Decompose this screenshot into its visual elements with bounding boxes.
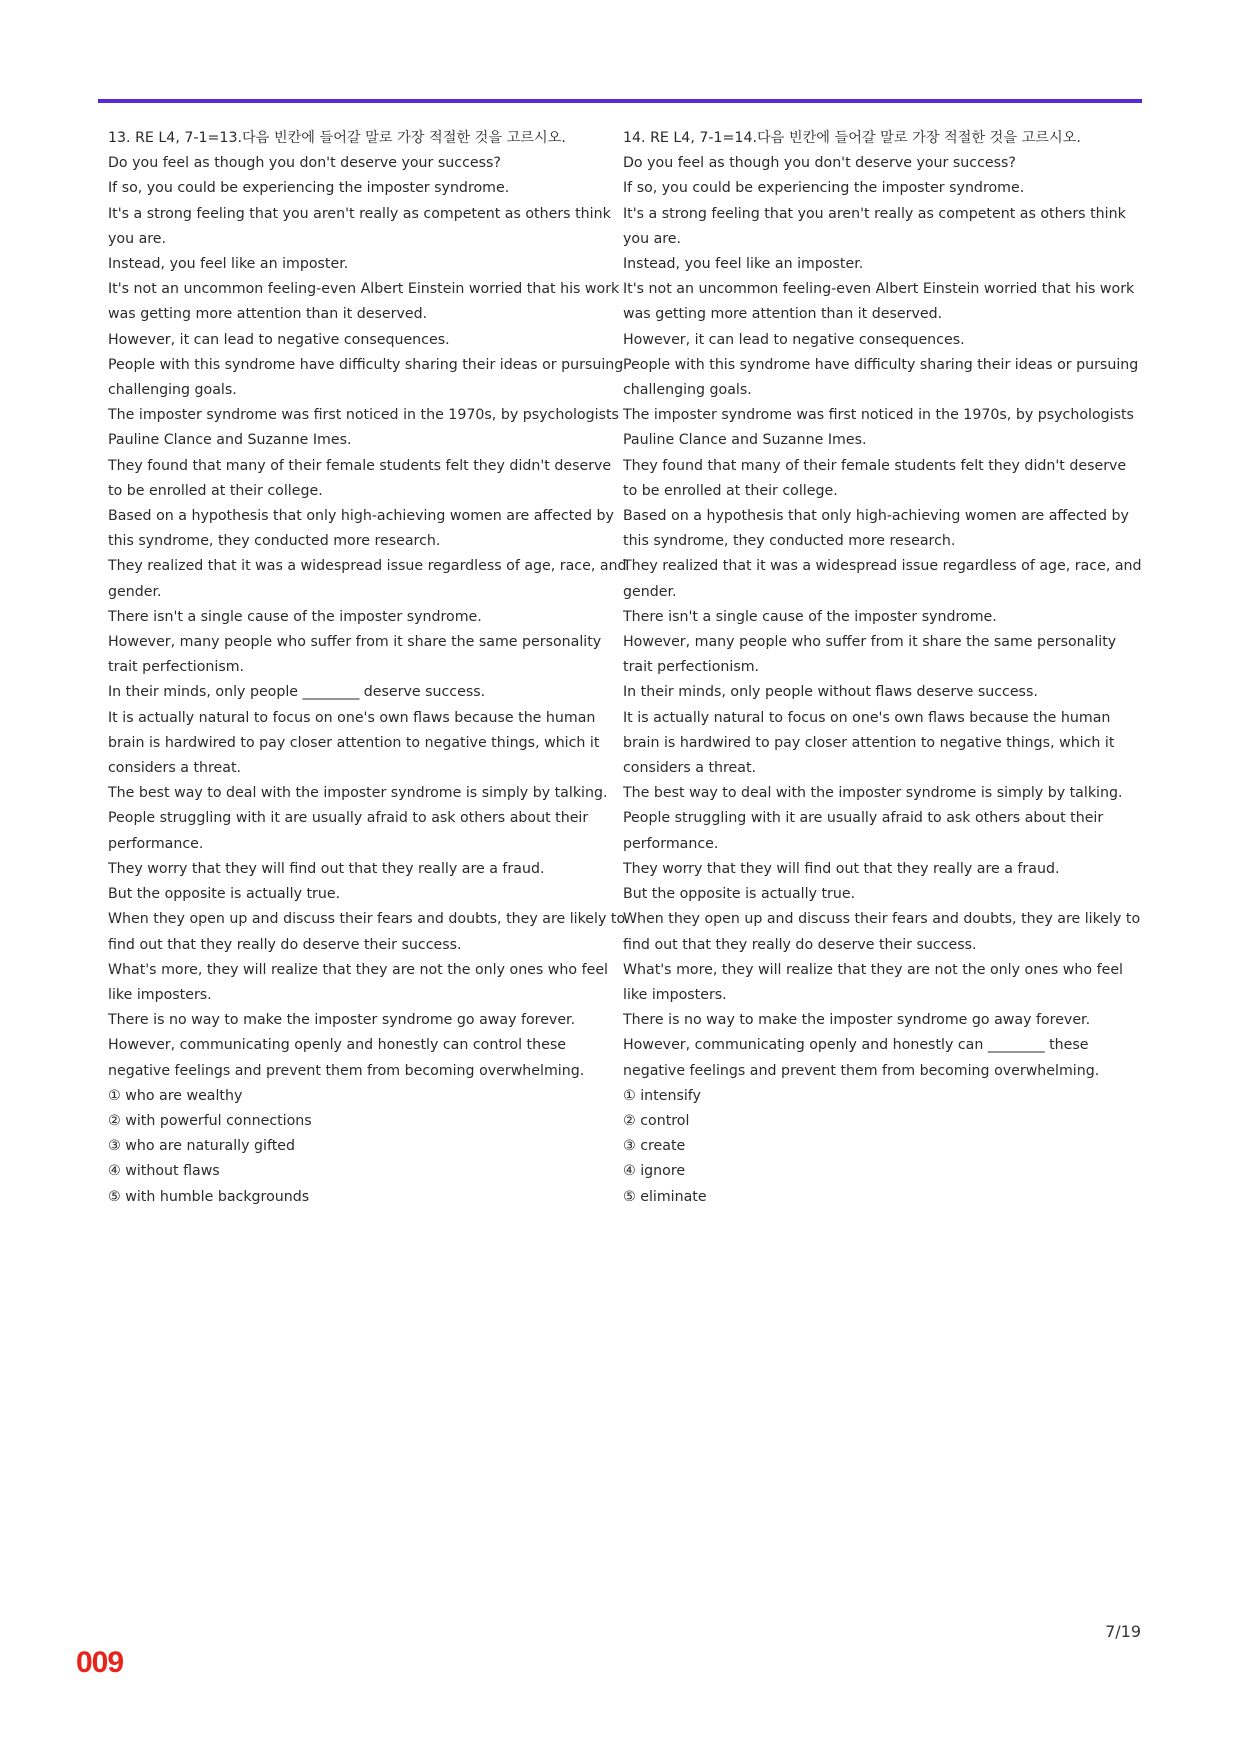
passage-line: It is actually natural to focus on one's own flaws because the human brain is hardwired to pay closer attention to negative things, which it considers a threat. xyxy=(623,709,1115,777)
passage-line: The best way to deal with the imposter syndrome is simply by talking. xyxy=(108,785,608,802)
question-header: 13. RE L4, 7-1=13.다음 빈칸에 들어갈 말로 가장 적절한 것을 고르시오. xyxy=(108,130,566,146)
answer-option: ② with powerful connections xyxy=(108,1112,312,1129)
passage-line: Based on a hypothesis that only high-achieving women are affected by this syndrome, they conducted more research. xyxy=(108,508,614,550)
passage-line: What's more, they will realize that they are not the only ones who feel like imposters. xyxy=(623,961,1123,1003)
passage-line: It's not an uncommon feeling-even Albert Einstein worried that his work was getting more attention than it deserved. xyxy=(108,281,620,323)
passage-line: If so, you could be experiencing the imposter syndrome. xyxy=(108,180,510,197)
question-13 xyxy=(108,126,628,1210)
passage-line: Instead, you feel like an imposter. xyxy=(623,256,864,273)
top-divider xyxy=(98,99,1142,103)
passage-line: They found that many of their female students felt they didn't deserve to be enrolled at their college. xyxy=(623,457,1127,499)
passage-line: However, many people who suffer from it share the same personality trait perfectionism. xyxy=(108,634,602,676)
passage-line: Based on a hypothesis that only high-achieving women are affected by this syndrome, they conducted more research. xyxy=(623,508,1129,550)
question-14 xyxy=(623,126,1143,1210)
page-number: 7/19 xyxy=(1105,1622,1141,1641)
passage-line: People struggling with it are usually afraid to ask others about their performance. xyxy=(108,810,589,852)
passage-line: When they open up and discuss their fears and doubts, they are likely to find out that they really do deserve their success. xyxy=(108,911,626,953)
passage-line: They realized that it was a widespread issue regardless of age, race, and gender. xyxy=(623,558,1142,600)
passage-line: The imposter syndrome was first noticed in the 1970s, by psychologists Pauline Clance and Suzanne Imes. xyxy=(623,407,1134,449)
passage-line: Do you feel as though you don't deserve your success? xyxy=(108,155,501,172)
question-header: 14. RE L4, 7-1=14.다음 빈칸에 들어갈 말로 가장 적절한 것을 고르시오. xyxy=(623,130,1081,146)
passage-line: They worry that they will find out that they really are a fraud. xyxy=(108,860,545,877)
passage-line: It's a strong feeling that you aren't really as competent as others think you are. xyxy=(623,205,1126,247)
passage-line-blank: However, communicating openly and honestly can ________ these negative feelings and prevent them from becoming overwhelming. xyxy=(623,1037,1100,1079)
passage-line: However, it can lead to negative consequences. xyxy=(623,331,965,348)
passage-line: However, many people who suffer from it share the same personality trait perfectionism. xyxy=(623,634,1117,676)
answer-option: ① who are wealthy xyxy=(108,1087,243,1104)
passage-line: It's a strong feeling that you aren't really as competent as others think you are. xyxy=(108,205,611,247)
passage-line: But the opposite is actually true. xyxy=(108,886,341,903)
answer-option: ④ ignore xyxy=(623,1163,686,1180)
answer-option: ⑤ eliminate xyxy=(623,1188,707,1205)
answer-option: ① intensify xyxy=(623,1087,701,1104)
answer-option: ③ create xyxy=(623,1138,686,1155)
answer-option: ⑤ with humble backgrounds xyxy=(108,1188,310,1205)
passage-line: Instead, you feel like an imposter. xyxy=(108,256,349,273)
passage-line: If so, you could be experiencing the imposter syndrome. xyxy=(623,180,1025,197)
passage-line: There isn't a single cause of the imposter syndrome. xyxy=(108,608,482,625)
footer-code: 009 xyxy=(76,1646,124,1679)
passage-line: They realized that it was a widespread issue regardless of age, race, and gender. xyxy=(108,558,627,600)
passage-line-blank: In their minds, only people ________ deserve success. xyxy=(108,684,486,701)
passage-line: People struggling with it are usually afraid to ask others about their performance. xyxy=(623,810,1104,852)
passage-line: They worry that they will find out that they really are a fraud. xyxy=(623,860,1060,877)
passage-line: But the opposite is actually true. xyxy=(623,886,856,903)
passage-line: There isn't a single cause of the imposter syndrome. xyxy=(623,608,997,625)
passage-line: The best way to deal with the imposter syndrome is simply by talking. xyxy=(623,785,1123,802)
passage-line: It's not an uncommon feeling-even Albert Einstein worried that his work was getting more attention than it deserved. xyxy=(623,281,1135,323)
passage-line: However, it can lead to negative consequences. xyxy=(108,331,450,348)
passage-line: People with this syndrome have difficulty sharing their ideas or pursuing challenging goals. xyxy=(108,356,624,399)
answer-option: ③ who are naturally gifted xyxy=(108,1138,296,1155)
passage-line: There is no way to make the imposter syndrome go away forever. xyxy=(623,1012,1091,1029)
passage-line: The imposter syndrome was first noticed in the 1970s, by psychologists Pauline Clance and Suzanne Imes. xyxy=(108,407,619,449)
passage-line: There is no way to make the imposter syndrome go away forever. xyxy=(108,1012,576,1029)
passage-line: However, communicating openly and honestly can control these negative feelings and prevent them from becoming overwhelming. xyxy=(108,1037,585,1079)
passage-line: When they open up and discuss their fears and doubts, they are likely to find out that they really do deserve their success. xyxy=(623,911,1141,953)
passage-line: They found that many of their female students felt they didn't deserve to be enrolled at their college. xyxy=(108,457,612,499)
answer-option: ④ without flaws xyxy=(108,1163,220,1180)
answer-option: ② control xyxy=(623,1112,690,1129)
passage-line: Do you feel as though you don't deserve your success? xyxy=(623,155,1016,172)
passage-line: In their minds, only people without flaws deserve success. xyxy=(623,684,1038,701)
passage-line: What's more, they will realize that they are not the only ones who feel like imposters. xyxy=(108,961,608,1003)
passage-line: People with this syndrome have difficulty sharing their ideas or pursuing challenging goals. xyxy=(623,356,1139,399)
passage-line: It is actually natural to focus on one's own flaws because the human brain is hardwired to pay closer attention to negative things, which it considers a threat. xyxy=(108,709,600,777)
